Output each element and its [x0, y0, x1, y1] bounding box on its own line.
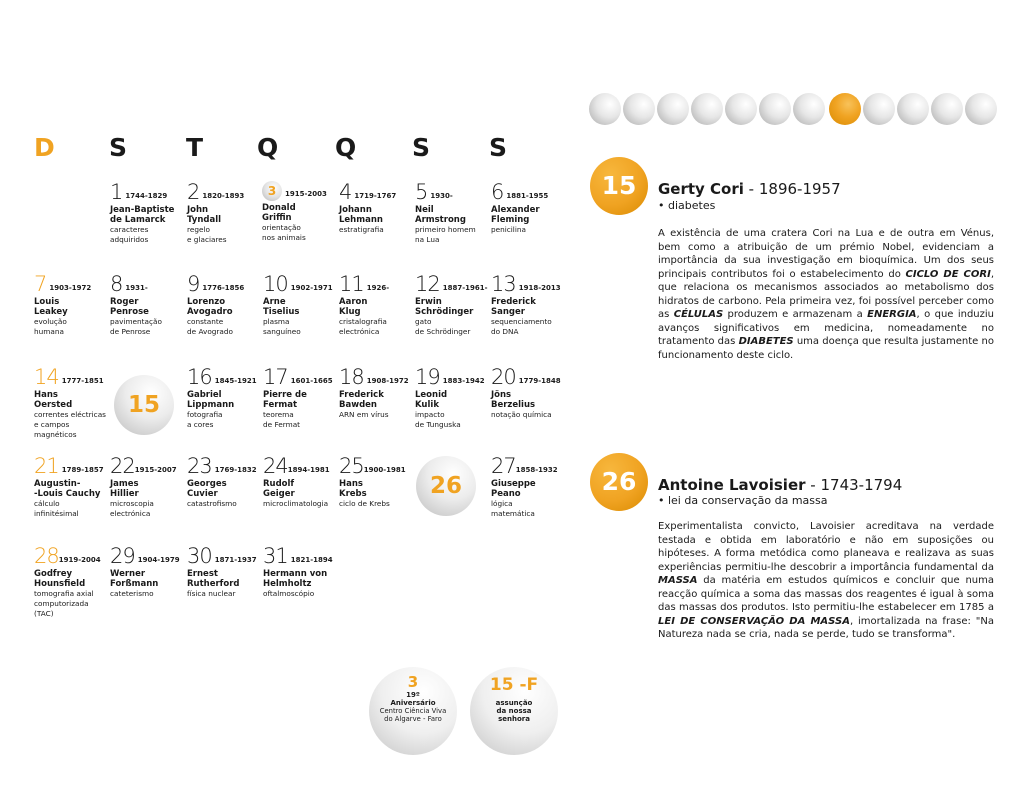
day-number: 2	[187, 180, 200, 204]
day-years: 1769-1832	[214, 466, 257, 474]
day-number: 27	[491, 454, 516, 478]
body-keyword: DIABETES	[738, 336, 794, 347]
entry-day-badge: 26	[590, 453, 648, 511]
event-title: assunção da nossa senhora	[495, 699, 533, 723]
month-dot[interactable]	[793, 93, 825, 125]
day-years: 1931-	[125, 284, 148, 292]
scientist-topic: gato de Schrödinger	[415, 317, 471, 336]
day-number: 20	[491, 365, 516, 389]
scientist-topic: física nuclear	[187, 589, 236, 598]
scientist-name: Donald Griffin	[262, 203, 296, 223]
weekday-header: Q	[335, 133, 357, 162]
day-years: 1881-1955	[506, 192, 549, 200]
month-dot[interactable]	[759, 93, 791, 125]
day-years: 1821-1894	[290, 556, 333, 564]
scientist-name: Jean-Baptiste de Lamarck	[110, 205, 175, 225]
day-number: 14	[34, 365, 59, 389]
body-text: produzem e armazenam a	[723, 309, 868, 320]
entry-dates: - 1743-1794	[805, 476, 903, 494]
day-cell[interactable]	[110, 545, 186, 599]
event-anniversary[interactable]	[369, 667, 457, 755]
day-cell[interactable]	[187, 181, 263, 245]
scientist-topic: caracteres adquiridos	[110, 225, 149, 244]
day-cell[interactable]	[339, 181, 415, 235]
day-number: 19	[415, 365, 440, 389]
day-number: 17	[263, 365, 288, 389]
day-number: 25	[339, 454, 364, 478]
day-years: 1601-1665	[290, 377, 333, 385]
body-text: , imortalizada na frase: "Na Natureza nada se cria, nada se perde, tudo se transforma".	[658, 615, 994, 640]
entry-topic: • diabetes	[658, 199, 716, 212]
event-holiday[interactable]	[470, 667, 558, 755]
day-cell[interactable]	[339, 366, 415, 420]
entry-name: Gerty Cori	[658, 180, 744, 198]
entry-title	[658, 476, 902, 494]
scientist-topic: evolução humana	[34, 317, 67, 336]
day-15-highlight[interactable]: 15	[114, 375, 174, 435]
day-cell[interactable]	[263, 455, 339, 509]
day-cell[interactable]	[415, 273, 491, 337]
entry-dates: - 1896-1957	[743, 180, 841, 198]
day-years: 1930-	[430, 192, 453, 200]
body-keyword: ENERGIA	[867, 309, 917, 320]
scientist-name: Roger Penrose	[110, 297, 149, 317]
scientist-topic: primeiro homem na Lua	[415, 225, 476, 244]
scientist-topic: sequenciamento do DNA	[491, 317, 552, 336]
body-text: A existência de uma cratera Cori na Lua e de outra em Vénus, bem como a atribuição de um prémio Nobel, evidenciam a importância da sua investigação em bioquímica. Um dos seus principais contributos foi o estabelecimento do	[658, 228, 994, 280]
weekday-header: T	[186, 133, 204, 162]
day-years: 1918-2013	[518, 284, 561, 292]
day-cell[interactable]	[491, 455, 567, 519]
day-number: 4	[339, 180, 352, 204]
scientist-name: Godfrey Hounsfield	[34, 569, 86, 589]
scientist-topic: constante de Avogrado	[187, 317, 233, 336]
weekday-header: S	[412, 133, 431, 162]
month-dot[interactable]	[897, 93, 929, 125]
day-cell[interactable]	[263, 366, 339, 430]
day-cell[interactable]	[34, 545, 110, 619]
day-number: 21	[34, 454, 59, 478]
scientist-topic: teorema de Fermat	[263, 410, 301, 429]
day-number: 30	[187, 544, 212, 568]
day-years: 1777-1851	[61, 377, 104, 385]
scientist-topic: microclimatologia	[263, 499, 329, 508]
month-dot[interactable]	[691, 93, 723, 125]
scientist-topic: estratigrafia	[339, 225, 384, 234]
day-years: 1871-1937	[214, 556, 257, 564]
scientist-name: Pierre de Fermat	[263, 390, 307, 410]
day-cell[interactable]	[415, 181, 491, 245]
day-cell[interactable]	[187, 366, 263, 430]
day-cell[interactable]	[263, 545, 339, 599]
day-years: 1820-1893	[202, 192, 245, 200]
scientist-name: Erwin Schrödinger	[415, 297, 474, 317]
scientist-name: Leonid Kulik	[415, 390, 448, 410]
month-dot[interactable]	[623, 93, 655, 125]
day-number: 24	[263, 454, 288, 478]
day-years: 1908-1972	[366, 377, 409, 385]
day-cell[interactable]	[262, 181, 338, 243]
day-years: 1894-1981	[287, 466, 330, 474]
day-number: 5	[415, 180, 428, 204]
day-number: 18	[339, 365, 364, 389]
weekday-header: S	[489, 133, 508, 162]
body-text: da matéria em estudos químicos e concluir que numa reacção química a soma das massas dos reagentes é igual à soma das massas dos produtos. Isto permitiu-lhe estabelecer em 1785 a	[658, 575, 994, 613]
entry-body	[658, 520, 994, 642]
scientist-name: Alexander Fleming	[491, 205, 540, 225]
day-number: 12	[415, 272, 440, 296]
month-dot[interactable]	[863, 93, 895, 125]
month-dot[interactable]	[725, 93, 757, 125]
scientist-topic: pavimentação de Penrose	[110, 317, 162, 336]
day-number: 28	[34, 544, 59, 568]
entry-body	[658, 227, 994, 362]
scientist-topic: oftalmoscópio	[263, 589, 315, 598]
day-years: 1858-1932	[515, 466, 558, 474]
scientist-name: Frederick Sanger	[491, 297, 536, 317]
body-text: , que relaciona os mecanismos associados ao metabolismo dos hidratos de carbono. Pela primeira vez, foi possível perceber como as	[658, 268, 994, 320]
scientist-name: James Hillier	[110, 479, 139, 499]
event-title: 19º Aniversário	[390, 691, 436, 707]
month-dots	[589, 93, 999, 127]
body-keyword: CICLO DE CORI	[905, 268, 991, 280]
scientist-topic: ciclo de Krebs	[339, 499, 390, 508]
day-cell[interactable]	[34, 455, 110, 519]
scientist-topic: cálculo infinitésimal	[34, 499, 79, 518]
scientist-topic: cateterismo	[110, 589, 154, 598]
entry-name: Antoine Lavoisier	[658, 476, 806, 494]
day-number: 31	[263, 544, 288, 568]
scientist-topic: orientação nos animais	[262, 223, 306, 242]
scientist-name: Gabriel Lippmann	[187, 390, 235, 410]
body-keyword: LEI DE CONSERVAÇÃO DA MASSA	[658, 615, 850, 627]
day-number: 6	[491, 180, 504, 204]
day-years: 1926-	[366, 284, 390, 292]
scientist-topic: catastrofismo	[187, 499, 237, 508]
scientist-topic: plasma sanguíneo	[263, 317, 301, 336]
day-number: 10	[263, 272, 288, 296]
scientist-name: Hans Krebs	[339, 479, 367, 499]
day-number: 29	[110, 544, 135, 568]
weekday-header: S	[109, 133, 128, 162]
entry-day-badge: 15	[590, 157, 648, 215]
scientist-name: Johann Lehmann	[339, 205, 383, 225]
day-number: 22	[110, 454, 135, 478]
day-cell[interactable]	[339, 455, 415, 509]
scientist-name: Arne Tiselius	[263, 297, 300, 317]
month-dot[interactable]	[657, 93, 689, 125]
scientist-name: Ernest Rutherford	[187, 569, 240, 589]
body-text: , o que induziu avanços significativos em medicina, nomeadamente no tratamento das	[658, 309, 994, 347]
day-years: 1900-1981	[363, 466, 406, 474]
day-26-highlight[interactable]: 26	[416, 456, 476, 516]
day-cell[interactable]	[491, 181, 567, 235]
month-dot[interactable]	[931, 93, 963, 125]
day-number: 16	[187, 365, 212, 389]
day-cell[interactable]	[34, 273, 110, 337]
scientist-name: Frederick Bawden	[339, 390, 384, 410]
scientist-name: Hans Oersted	[34, 390, 73, 410]
day-cell[interactable]	[339, 273, 415, 337]
event-text: Centro Ciência Viva do Algarve - Faro	[379, 707, 447, 723]
day-cell[interactable]	[110, 181, 186, 245]
scientist-name: Giuseppe Peano	[491, 479, 536, 499]
month-dot[interactable]	[965, 93, 997, 125]
event-day: 3	[407, 673, 419, 691]
scientist-name: Lorenzo Avogadro	[187, 297, 233, 317]
scientist-name: Augustin- -Louis Cauchy	[34, 479, 101, 499]
scientist-topic: penicilina	[491, 225, 526, 234]
day-number: 9	[187, 272, 200, 296]
scientist-topic: microscopia electrónica	[110, 499, 154, 518]
month-dot[interactable]	[589, 93, 621, 125]
day-years: 1904-1979	[137, 556, 180, 564]
day-years: 1779-1848	[518, 377, 561, 385]
day-cell[interactable]	[187, 273, 263, 337]
day-years: 1919-2004	[58, 556, 101, 564]
body-text: uma doença que resulta justamente no funcionamento deste ciclo.	[658, 336, 994, 361]
body-keyword: MASSA	[658, 575, 698, 586]
day-years: 1789-1857	[61, 466, 104, 474]
day-number: 8	[110, 272, 123, 296]
scientist-name: John Tyndall	[187, 205, 222, 225]
day-cell[interactable]	[263, 273, 339, 337]
day-cell[interactable]	[187, 545, 263, 599]
day-years: 1903-1972	[49, 284, 92, 292]
scientist-topic: lógica matemática	[491, 499, 535, 518]
scientist-name: Werner Forßmann	[110, 569, 159, 589]
day-number: 13	[491, 272, 516, 296]
day-cell[interactable]	[415, 366, 491, 430]
day-number: 1	[110, 180, 123, 204]
day-number: 23	[187, 454, 212, 478]
day-years: 1719-1767	[354, 192, 397, 200]
scientist-name: Aaron Klug	[339, 297, 368, 317]
weekday-header: D	[34, 133, 55, 162]
day-cell[interactable]	[110, 273, 186, 337]
scientist-topic: impacto de Tunguska	[415, 410, 461, 429]
day-years: 1902-1971	[290, 284, 333, 292]
day-years: 1744-1829	[125, 192, 168, 200]
entry-title	[658, 180, 841, 198]
scientist-name: Neil Armstrong	[415, 205, 466, 225]
day-number: 7	[34, 272, 47, 296]
scientist-name: Jöns Berzelius	[491, 390, 536, 410]
event-day: 15 -F	[489, 675, 539, 695]
scientist-name: Louis Leakey	[34, 297, 68, 317]
day-cell[interactable]	[34, 366, 110, 440]
scientist-name: Hermann von Helmholtz	[263, 569, 328, 589]
scientist-topic: ARN em vírus	[339, 410, 389, 419]
day-cell[interactable]	[491, 366, 567, 420]
day-years: 1883-1942	[442, 377, 485, 385]
day-number: 11	[339, 272, 364, 296]
day-cell[interactable]	[110, 455, 186, 519]
day-years: 1776-1856	[202, 284, 245, 292]
day-years: 1915-2007	[134, 466, 177, 474]
scientist-topic: correntes eléctricas e campos magnéticos	[34, 410, 106, 439]
scientist-name: Rudolf Geiger	[263, 479, 295, 499]
day-years: 1887-1961-	[442, 284, 488, 292]
scientist-name: Georges Cuvier	[187, 479, 227, 499]
day-cell[interactable]	[491, 273, 567, 337]
weekday-header: Q	[257, 133, 279, 162]
scientist-topic: notação química	[491, 410, 552, 419]
scientist-topic: tomografia axial computorizada (TAC)	[34, 589, 94, 618]
body-keyword: CÉLULAS	[673, 309, 724, 320]
day-number-highlight: 3	[262, 181, 282, 201]
scientist-topic: regelo e glaciares	[187, 225, 227, 244]
day-cell[interactable]	[187, 455, 263, 509]
day-years: 1915-2003	[285, 190, 327, 198]
entry-topic: • lei da conservação da massa	[658, 494, 828, 507]
day-years: 1845-1921	[214, 377, 257, 385]
month-dot-active[interactable]	[829, 93, 861, 125]
scientist-topic: fotografia a cores	[187, 410, 223, 429]
body-text: Experimentalista convicto, Lavoisier acreditava na verdade testada e obtida em laboratório e não em suposições ou hipóteses. A forma metódica como planeava e realizava as suas experiências permitiu-lhe descobrir a importância fundamental da	[658, 521, 994, 573]
scientist-topic: cristalografia electrónica	[339, 317, 387, 336]
